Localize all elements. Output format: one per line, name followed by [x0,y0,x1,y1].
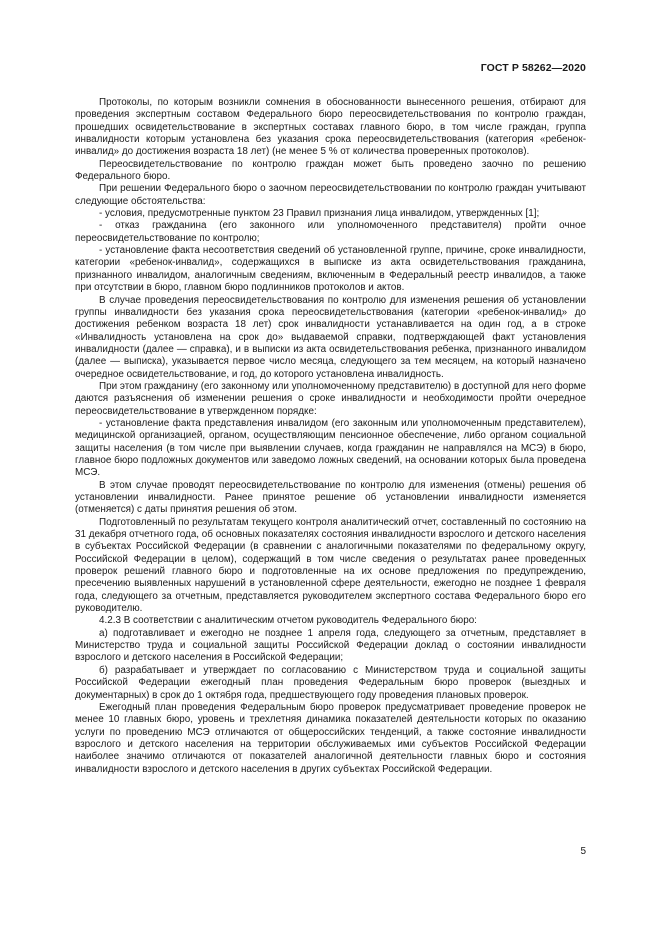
paragraph: Подготовленный по результатам текущего контроля аналитический отчет, составленный по состоянию на 31 декабря отчетного года, об основных показателях состояния инвалидности взрослого и детского населения в субъектах Российской Федерации (в сравнении с аналогичными показателями по федеральному округу, Российской Федерации в целом), содержащий в том числе сведения о результатах ранее проведенных проверок решений главного бюро и подготовленные на их основе предложения по предупреждению, пресечению выявленных нарушений в установленной сфере деятельности, ежегодно не позднее 1 февраля года, следующего за отчетным, представляется руководителем экспертного состава Федерального бюро его руководителю. [75,516,586,615]
list-item: - отказ гражданина (его законного или уполномоченного представителя) пройти очное переосвидетельствование по контролю; [75,220,586,244]
list-item: б) разрабатывает и утверждает по согласованию с Министерством труда и социальной защиты Российской Федерации ежегодный план проведения Федеральным бюро проверок (выездных и документарных) в срок до 1 октября года, предшествующего году проведения плановых проверок. [75,664,586,701]
paragraph: При этом гражданину (его законному или уполномоченному представителю) в доступной для него форме даются разъяснения об изменении решения о сроке инвалидности и необходимости пройти очередное переосвидетельствование в утвержденном порядке: [75,380,586,417]
document-header-id: ГОСТ Р 58262—2020 [480,62,586,74]
paragraph: Протоколы, по которым возникли сомнения в обоснованности вынесенного решения, отбирают для проведения экспертным составом Федерального бюро переосвидетельствования по контролю граждан, прошедших освидетельствование в экспертных составах главного бюро, в том числе граждан, группа инвалидности которым установлена без указания срока переосвидетельствования (категория «ребенок-инвалид» до достижения возраста 18 лет) (не менее 5 % от количества проверенных протоколов). [75,97,586,158]
document-body [75,97,586,776]
paragraph: В случае проведения переосвидетельствования по контролю для изменения решения об установлении группы инвалидности без указания срока переосвидетельствования (категории «ребенок-инвалид» до достижения ребенком возраста 18 лет) срок инвалидности устанавливается на один год, а в строке «Инвалидность установлена на срок до» выдаваемой справки, подтверждающей факт установления инвалидности (далее — справка), и в выписки из акта освидетельствования ребенка, признанного инвалидом (далее — выписка), указывается первое число месяца, следующего за тем месяцем, на который назначено очередное освидетельствование, и год, до которого установлена инвалидность. [75,294,586,380]
list-item: - установление факта несоответствия сведений об установленной группе, причине, сроке инвалидности, категории «ребенок-инвалид», содержащихся в выписке из акта освидетельствования гражданина, признанного инвалидом, аналогичным сведениям, включенным в Федеральный реестр инвалидов, а также при отсутствии в бюро, главном бюро подлинников протоколов и актов. [75,245,586,294]
paragraph: В этом случае проводят переосвидетельствование по контролю для изменения (отмены) решения об установлении инвалидности. Ранее принятое решение об установлении инвалидности изменяется (отменяется) с даты принятия решения об этом. [75,479,586,516]
paragraph: При решении Федерального бюро о заочном переосвидетельствовании по контролю граждан учитывают следующие обстоятельства: [75,183,586,207]
paragraph: Переосвидетельствование по контролю граждан может быть проведено заочно по решению Федерального бюро. [75,158,586,183]
list-item: - установление факта представления инвалидом (его законным или уполномоченным представителем), медицинской организацией, органом, осуществляющим пенсионное обеспечение, либо органом социальной защиты населения (в том числе при выявлении случаев, когда гражданин не направлялся на МСЭ) в бюро, главное бюро подложных документов или заведомо ложных сведений, на основании которых была проведена МСЭ. [75,417,586,479]
list-item: - условия, предусмотренные пунктом 23 Правил признания лица инвалидом, утвержденных [1]; [99,208,540,220]
page-number: 5 [580,846,586,857]
section-heading-paragraph: 4.2.3 В соответствии с аналитическим отчетом руководитель Федерального бюро: [99,615,477,627]
list-item: а) подготавливает и ежегодно не позднее 1 апреля года, следующего за отчетным, представляет в Министерство труда и социальной защиты Российской Федерации доклад о состоянии инвалидности взрослого и детского населения в Российской Федерации; [75,627,586,664]
paragraph: Ежегодный план проведения Федеральным бюро проверок предусматривает проведение проверок не менее 10 главных бюро, уровень и трехлетняя динамика показателей деятельности которых по оказанию услуги по проведению МСЭ отличаются от общероссийских тенденций, а также состояние инвалидности взрослого и детского населения на территории обслуживаемых ими субъектов Российской Федерации наиболее значимо отличаются от показателей аналогичной деятельности главных бюро и состояния инвалидности взрослого и детского населения в других субъектах Российской Федерации. [75,701,586,775]
